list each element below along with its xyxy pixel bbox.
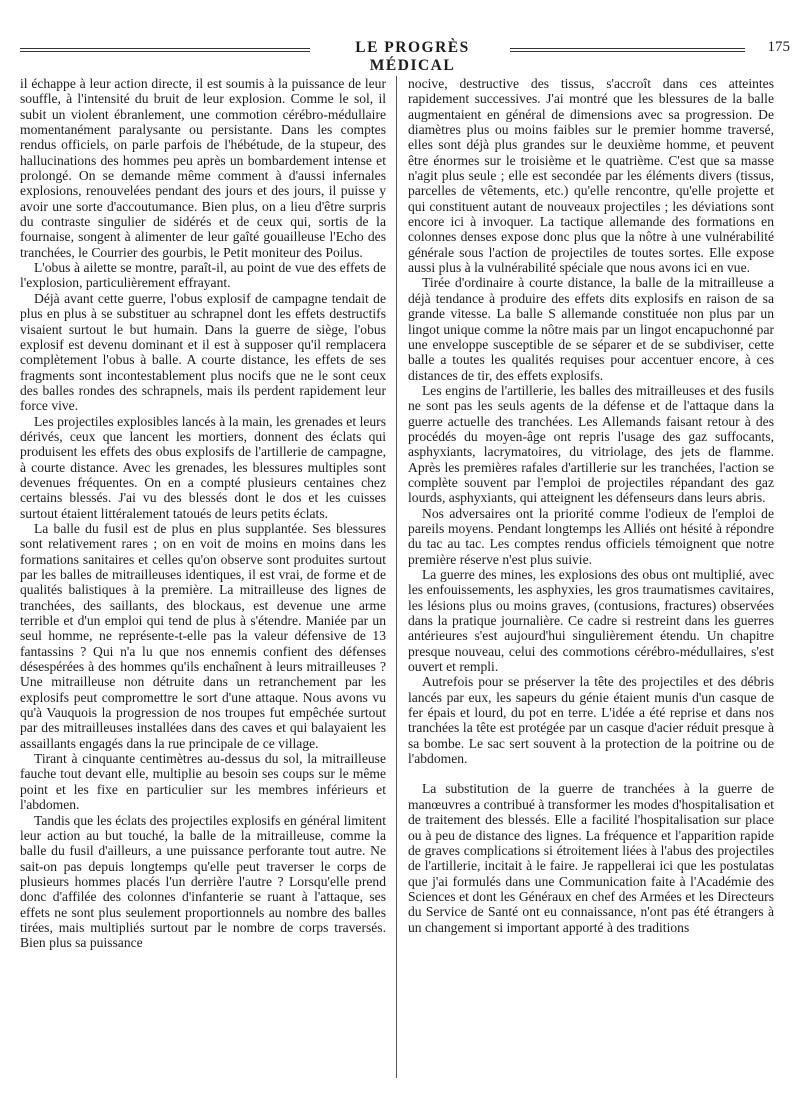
paragraph: La guerre des mines, les explosions des obus ont multiplié, avec les enfouissements, les asphyxies, les gros traumatismes cavitaires, les lésions plus ou moins graves, (contusions, fractures) observées dans la pratique journalière. Ce cadre si restreint dans les guerres antérieures s'est aujourd'hui singulièrement étendu. Un chapitre presque nouveau, celui des commotions cérébro-médullaires, s'est ouvert et rempli.	[408, 567, 774, 675]
paragraph: La balle du fusil est de plus en plus supplantée. Ses blessures sont relativement rares ; on en voit de moins en moins dans les formations sanitaires et celles qu'on observe sont produites surtout par les balles de mitrailleuses identiques, il est vrai, de forme et de qualités balistiques à la première. La mitrailleuse des lignes de tranchées, des saillants, des blockaus, est devenue une arme terrible et d'un emploi qui tend de plus à s'étendre. Maniée par un seul homme, ne représente-t-elle pas la valeur défensive de 13 fantassins ? Qui n'a lu que nos ennemis confient des défenses désespérées à des hommes qu'ils enchaînent à leurs mitrailleuses ? Une mitrailleuse non détruite dans un retranchement par les explosifs peut compromettre le sort d'une attaque. Nous avons vu qu'à Vauquois la progression de nos troupes fut empêchée surtout par des mitrailleuses installées dans des caves et qui balayaient les assaillants engagés dans la rue principale de ce village.	[20, 520, 386, 751]
header-rule-left	[20, 48, 310, 52]
paragraph: Nos adversaires ont la priorité comme l'odieux de l'emploi de pareils moyens. Pendant longtemps les Alliés ont hésité à répondre du tac au tac. Les comptes rendus officiels témoignent que notre première réserve n'est plus suivie.	[408, 505, 774, 567]
page-number: 175	[767, 39, 790, 55]
paragraph: Tirant à cinquante centimètres au-dessus du sol, la mitrailleuse fauche tout devant elle, multiplie au besoin ses coups sur le même point et les fixe en particulier sur les membres inférieurs et l'abdomen.	[20, 751, 386, 813]
paragraph: Les projectiles explosibles lancés à la main, les grenades et leurs dérivés, ceux que lancent les mortiers, donnent des éclats qui produisent les effets des obus explosifs de l'artillerie de campagne, à courte distance. Avec les grenades, les blessures multiples sont devenues fréquentes. On en a compté plusieurs centaines chez certains blessés. J'ai vu des blessés dont le dos et les cuisses surtout étaient littéralement tatoués de leurs petits éclats.	[20, 413, 386, 521]
paragraph: Tirée d'ordinaire à courte distance, la balle de la mitrailleuse a déjà tendance à produire des effets dits explosifs en raison de sa grande vitesse. La balle S allemande constituée non plus par un lingot unique comme la nôtre mais par un lingot encapuchonné par une enveloppe susceptible de se séparer et de se subdiviser, cette balle a toutes les qualités requises pour accentuer encore, à ces distances de tir, des effets explosifs.	[408, 275, 774, 383]
column-divider	[396, 76, 397, 1078]
paragraph: il échappe à leur action directe, il est soumis à la puissance de leur souffle, à l'intensité du bruit de leur explosion. Comme le sol, il subit un violent ébranlement, une commotion cérébro-médullaire momentanément paralysante ou persistante. Dans les comptes rendus officiels, on parle parfois de l'hébétude, de la stupeur, des hallucinations des hommes peu après un bombardement intense et prolongé. On se demande même comment à d'aussi infernales explosions, renouvelées pendant des jours et des jours, il puisse y avoir une sorte d'accoutumance. Bien plus, on a lieu d'être surpris du contraste singulier de sidérés et de ceux qui, sortis de la fournaise, songent à alimenter de leur gaîté gouailleuse l'Echo des tranchées, le Courrier des gourbis, le Petit moniteur des Poilus.	[20, 76, 386, 260]
paragraph: Tandis que les éclats des projectiles explosifs en général limitent leur action au but touché, la balle de la mitrailleuse, comme la balle du fusil d'ailleurs, a une puissance perforante tout autre. Ne sait-on pas depuis longtemps qu'elle peut traverser le corps de plusieurs hommes placés l'un derrière l'autre ? Lorsqu'elle prend donc d'affilée des colonnes d'infanterie se ruant à l'attaque, ses effets ne sont plus seulement proportionnels au nombre des balles tirées, mais multipliés surtout par le nombre de corps traversés. Bien plus sa puissance	[20, 812, 386, 951]
journal-title: LE PROGRÈS MÉDICAL	[355, 39, 470, 74]
left-column	[20, 76, 386, 951]
paragraph: Déjà avant cette guerre, l'obus explosif de campagne tendait de plus en plus à se substituer au schrapnel dont les effets destructifs visaient surtout le but humain. Dans la guerre de siège, l'obus explosif est devenu dominant et il est à supposer qu'il remplacera complètement l'obus à balle. A courte distance, les effets de ses fragments sont incontestablement plus nocifs que ne le sont ceux des balles rondes des schrapnels, mais ils perdent rapidement leur force vive.	[20, 290, 386, 414]
right-column	[408, 76, 774, 935]
header-rule-right	[510, 48, 745, 52]
paragraph: nocive, destructive des tissus, s'accroît dans ces atteintes rapidement successives. J'ai montré que les blessures de la balle augmentaient en général de dimensions avec sa progression. De diamètres plus ou moins faibles sur le premier homme traversé, elles sont déjà plus grandes sur le deuxième homme, et peuvent être énormes sur le troisième et le quatrième. C'est que sa masse n'agit plus seule ; elle est secondée par les éléments divers (tissus, parcelles de vêtements, etc.) qu'elle rencontre, qu'elle projette et qui constituent autant de nouveaux projectiles ; les déviations sont encore ici à invoquer. La tactique allemande des formations en colonnes denses expose donc plus que la nôtre à une vulnérabilité générale sous l'action de projectiles de toutes sortes. Elle expose aussi plus à la vulnérabilité spéciale que nous avons ici en vue.	[408, 76, 774, 276]
running-header	[20, 36, 790, 74]
paragraph: La substitution de la guerre de tranchées à la guerre de manœuvres a contribué à transformer les modes d'hospitalisation et de traitement des blessés. Elle a facilité l'hospitalisation sur place ou à peu de distance des lignes. La fréquence et l'apparition rapide de graves complications si étroitement liées à l'abus des projectiles de l'artillerie, incitait à le faire. Je rappellerai ici que les postulatas que j'ai formulés dans une Communication faite à l'Académie des Sciences et dont les Généraux en chef des Armées et les Directeurs du Service de Santé ont eu connaissance, n'ont pas été étrangers à un changement si important apporté à des traditions	[408, 781, 774, 935]
paragraph: Les engins de l'artillerie, les balles des mitrailleuses et des fusils ne sont pas les seuls agents de la défense et de l'attaque dans la guerre actuelle des tranchées. Les Allemands faisant retour à des procédés du moyen-âge ont repris l'usage des gaz suffocants, asphyxiants, lacrymatoires, du vitriolage, des jets de flamme. Après les premières rafales d'artillerie sur les tranchées, l'action se complète souvent par l'emploi de projectiles répandant des gaz lourds, asphyxiants, qui atteignent les défenseurs dans leurs abris.	[408, 382, 774, 506]
paragraph: L'obus à ailette se montre, paraît-il, au point de vue des effets de l'explosion, particulièrement effrayant.	[20, 260, 386, 291]
paragraph: Autrefois pour se préserver la tête des projectiles et des débris lancés par eux, les sapeurs du génie étaient munis d'un casque de fer épais et lourd, du pot en terre. L'idée a été reprise et dans nos tranchées la tête est protégée par un casque d'acier réduit presque à sa bombe. Le sac sert souvent à la protection de la poitrine ou de l'abdomen.	[408, 674, 774, 767]
